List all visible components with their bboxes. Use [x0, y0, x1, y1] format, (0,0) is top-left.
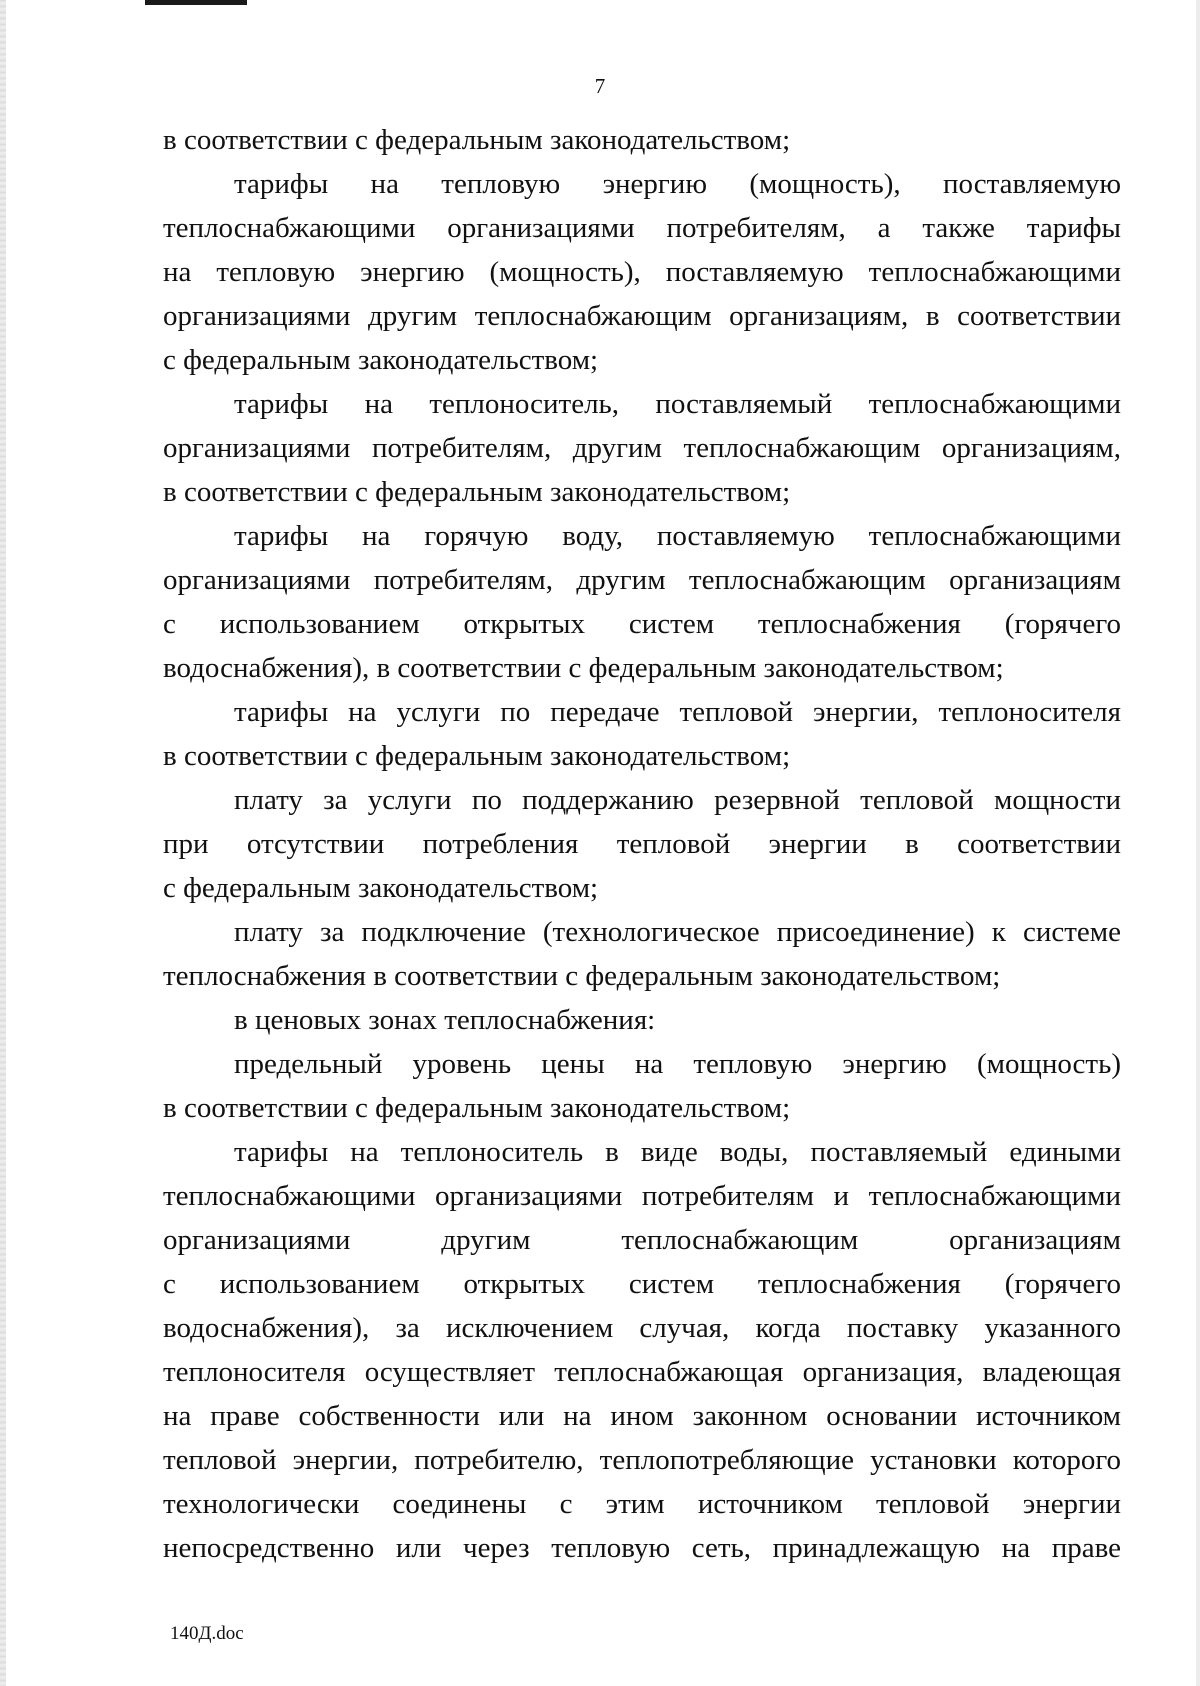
text-line: в соответствии с федеральным законодательством;: [163, 476, 791, 508]
text-line: тарифы на тепловую энергию (мощность), поставляемую: [234, 168, 1121, 200]
text-line: с использованием открытых систем теплоснабжения (горячего: [163, 1268, 1121, 1300]
text-line: тепловой энергии, потребителю, теплопотребляющие установки которого: [163, 1444, 1121, 1476]
text-line: в соответствии с федеральным законодательством;: [163, 124, 791, 156]
top-rule: [145, 0, 247, 5]
text-line: организациями другим теплоснабжающим организациям: [163, 1224, 1121, 1256]
text-line: водоснабжения), в соответствии с федеральным законодательством;: [163, 652, 1004, 684]
text-line: в соответствии с федеральным законодательством;: [163, 1092, 791, 1124]
text-line: теплоносителя осуществляет теплоснабжающая организация, владеющая: [163, 1356, 1121, 1388]
text-line: организациями потребителям, другим теплоснабжающим организациям: [163, 564, 1121, 596]
text-line: тарифы на теплоноситель, поставляемый теплоснабжающими: [234, 388, 1121, 420]
text-line: тарифы на теплоноситель в виде воды, поставляемый едиными: [234, 1136, 1121, 1168]
text-line: организациями потребителям, другим теплоснабжающим организациям,: [163, 432, 1121, 464]
text-line: с использованием открытых систем теплоснабжения (горячего: [163, 608, 1121, 640]
text-line: тарифы на услуги по передаче тепловой энергии, теплоносителя: [234, 696, 1121, 728]
text-line: на праве собственности или на ином законном основании источником: [163, 1400, 1121, 1432]
text-line: теплоснабжающими организациями потребителям, а также тарифы: [163, 212, 1121, 244]
text-line: теплоснабжающими организациями потребителям и теплоснабжающими: [163, 1180, 1121, 1212]
text-line: с федеральным законодательством;: [163, 344, 599, 376]
text-line: непосредственно или через тепловую сеть, принадлежащую на праве: [163, 1532, 1121, 1564]
text-line: на тепловую энергию (мощность), поставляемую теплоснабжающими: [163, 256, 1121, 288]
text-line: технологически соединены с этим источником тепловой энергии: [163, 1488, 1121, 1520]
scan-edge-left: [0, 0, 6, 1686]
text-line: тарифы на горячую воду, поставляемую теплоснабжающими: [234, 520, 1121, 552]
text-line: предельный уровень цены на тепловую энергию (мощность): [234, 1048, 1121, 1080]
text-line: с федеральным законодательством;: [163, 872, 599, 904]
text-line: в соответствии с федеральным законодательством;: [163, 740, 791, 772]
text-line: плату за услуги по поддержанию резервной тепловой мощности: [234, 784, 1121, 816]
text-line: плату за подключение (технологическое присоединение) к системе: [234, 916, 1121, 948]
scan-edge-right: [1196, 0, 1200, 1686]
footer-filename: 140Д.doc: [170, 1623, 244, 1644]
page-number: 7: [594, 74, 606, 98]
text-line: теплоснабжения в соответствии с федеральным законодательством;: [163, 960, 1001, 992]
text-line: в ценовых зонах теплоснабжения:: [234, 1004, 656, 1036]
text-line: при отсутствии потребления тепловой энергии в соответствии: [163, 828, 1121, 860]
text-line: водоснабжения), за исключением случая, когда поставку указанного: [163, 1312, 1121, 1344]
text-line: организациями другим теплоснабжающим организациям, в соответствии: [163, 300, 1121, 332]
document-body: [163, 118, 1121, 1570]
